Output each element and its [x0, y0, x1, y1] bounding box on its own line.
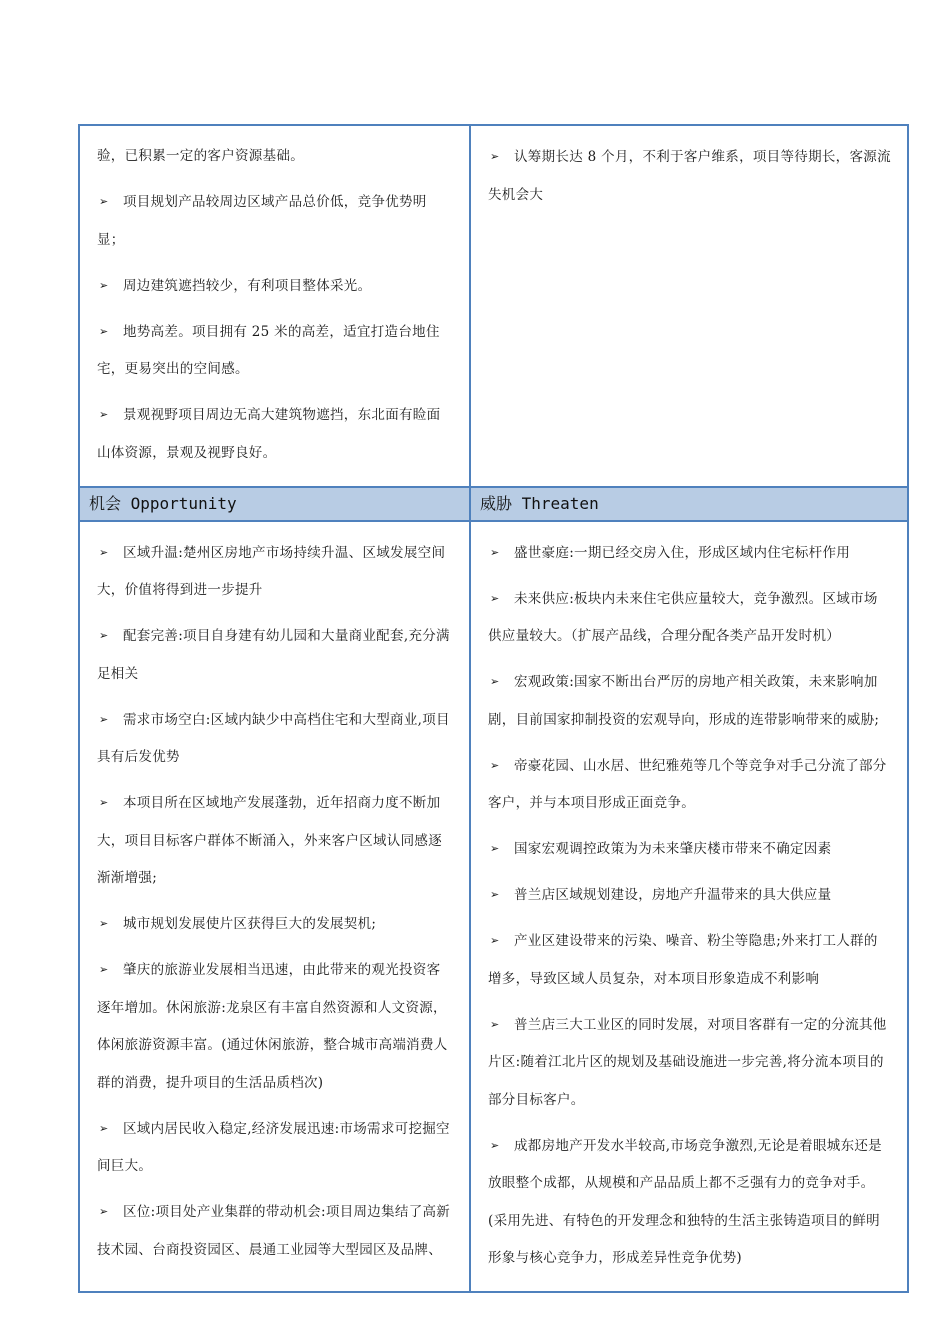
arrow-bullet-icon: ➢ — [490, 545, 500, 559]
arrow-bullet-icon: ➢ — [490, 934, 500, 947]
swot-table — [78, 124, 909, 1293]
opportunity-heading: 机会 Opportunity — [89, 493, 237, 513]
list-item-text: 普兰店区域规划建设，房地产升温带来的具大供应量 — [514, 887, 832, 903]
list-item — [488, 1127, 891, 1278]
arrow-bullet-icon: ➢ — [99, 1121, 109, 1135]
weaknesses-cell — [470, 125, 908, 487]
strengths-cell — [79, 125, 470, 487]
list-item — [97, 905, 453, 944]
list-item — [97, 534, 453, 610]
list-item-text: 产业区建设带来的污染、噪音、粉尘等隐患;外来打工人群的增多，导致区域人员复杂，对本项目形象造成不利影响 — [488, 933, 878, 987]
arrow-bullet-icon: ➢ — [490, 591, 500, 605]
list-item-text: 验，已积累一定的客户资源基础。 — [97, 148, 304, 164]
list-item-text: 区域升温:楚州区房地产市场持续升温、区域发展空间大，价值将得到进一步提升 — [97, 544, 446, 598]
opportunity-threat-header-row — [79, 487, 908, 521]
opportunity-threat-row — [79, 521, 908, 1293]
list-item — [488, 580, 891, 656]
arrow-bullet-icon: ➢ — [99, 796, 109, 809]
list-item — [97, 313, 453, 389]
list-item-text: 景观视野项目周边无高大建筑物遮挡，东北面有睑面山体资源，景观及视野良好。 — [97, 407, 441, 461]
list-item — [488, 138, 891, 214]
arrow-bullet-icon: ➢ — [490, 675, 500, 688]
list-item-text: 城市规划发展使片区获得巨大的发展契机; — [123, 916, 377, 932]
list-item-text: 成都房地产开发水半较高,市场竞争激烈,无论是着眼城东还是放眼整个成都，从规模和产品品质上都不乏强有力的竞争对手。(采用先进、有特色的开发理念和独特的生活主张铸造项目的鲜明形象与核心竞争力，形成差异性竞争优势) — [488, 1137, 882, 1266]
opportunity-header-cell — [79, 487, 470, 521]
list-item — [488, 876, 891, 915]
arrow-bullet-icon: ➢ — [99, 917, 109, 930]
strengths-list — [80, 126, 469, 486]
list-item — [97, 1193, 453, 1269]
list-item — [97, 267, 453, 306]
list-item — [97, 617, 453, 693]
list-item-text: 区域内居民收入稳定,经济发展迅速:市场需求可挖掘空间巨大。 — [97, 1120, 450, 1174]
list-item-text: 本项目所在区域地产发展蓬勃，近年招商力度不断加大，项目目标客户群体不断涌入，外来客户区域认同感逐渐渐增强; — [97, 795, 442, 886]
arrow-bullet-icon: ➢ — [99, 629, 109, 642]
arrow-bullet-icon: ➢ — [490, 150, 500, 163]
arrow-bullet-icon: ➢ — [490, 842, 500, 855]
list-item-text: 项目规划产品较周边区域产品总价低，竞争优势明显； — [97, 194, 427, 248]
threats-cell — [470, 521, 908, 1293]
arrow-bullet-icon: ➢ — [99, 408, 109, 421]
threats-list — [471, 522, 907, 1292]
list-item-text: 肇庆的旅游业发展相当迅速，由此带来的观光投资客逐年增加。休闲旅游:龙泉区有丰富自然资源和人文资源，体闲旅游资源丰富。(通过休闲旅游，整合城市高端消费人群的消费，提升项目的生活品质档次) — [97, 962, 448, 1091]
list-item-text: 普兰店三大工业区的同时发展，对项目客群有一定的分流其他片区:随着江北片区的规划及基础设施进一步完善,将分流本项目的部分目标客户。 — [488, 1016, 887, 1108]
list-item-text: 帝豪花园、山水居、世纪雅苑等几个等竞争对手己分流了部分客户，并与本项目形成正面竞争。 — [488, 757, 887, 811]
list-item-text: 区位:项目处产业集群的带动机会:项目周边集结了高新技术园、台商投资园区、晨通工业园等大型园区及品牌、 — [97, 1204, 451, 1258]
list-item — [97, 1110, 453, 1186]
arrow-bullet-icon: ➢ — [490, 758, 500, 772]
arrow-bullet-icon: ➢ — [99, 324, 109, 338]
list-item — [97, 396, 453, 472]
list-item — [488, 922, 891, 998]
list-item — [97, 183, 453, 259]
list-item — [488, 1006, 891, 1120]
threat-header-cell — [470, 487, 908, 521]
list-item-text: 周边建筑遮挡较少，有利项目整体采光。 — [123, 277, 372, 294]
list-item — [97, 784, 453, 898]
arrow-bullet-icon: ➢ — [99, 195, 109, 208]
arrow-bullet-icon: ➢ — [490, 888, 500, 901]
arrow-bullet-icon: ➢ — [99, 545, 109, 559]
list-item-text: 盛世豪庭:一期已经交房入住，形成区域内住宅标杆作用 — [514, 544, 851, 561]
list-item — [97, 138, 453, 176]
weaknesses-list — [471, 126, 907, 228]
arrow-bullet-icon: ➢ — [99, 712, 109, 726]
list-item-text: 配套完善:项目自身建有幼儿园和大量商业配套,充分满足相关 — [97, 628, 450, 682]
threat-heading: 威胁 Threaten — [480, 493, 599, 513]
list-item-text: 国家宏观调控政策为为未来肇庆楼市带来不确定因素 — [514, 841, 832, 857]
list-item-text: 未来供应:板块内未来住宅供应量较大，竞争激烈。区域市场供应量较大。（扩展产品线，合理分配各类产品开发时机） — [488, 590, 878, 644]
list-item-text: 认筹期长达 8 个月，不利于客户维系，项目等待期长，客源流失机会大 — [488, 149, 891, 203]
list-item — [488, 534, 891, 573]
list-item-text: 地势高差。项目拥有 25 米的高差，适宜打造台地住宅，更易突出的空间感。 — [97, 323, 440, 377]
arrow-bullet-icon: ➢ — [490, 1017, 500, 1031]
arrow-bullet-icon: ➢ — [99, 1205, 109, 1218]
opportunities-list — [80, 522, 469, 1283]
list-item-text: 宏观政策:国家不断出台严厉的房地产相关政策，未来影响加剧，目前国家抑制投资的宏观导向，形成的连带影响带来的威胁; — [488, 674, 880, 728]
list-item — [97, 951, 453, 1102]
arrow-bullet-icon: ➢ — [99, 963, 109, 976]
list-item-text: 需求市场空白:区域内缺少中高档住宅和大型商业,项目具有后发优势 — [97, 711, 450, 765]
arrow-bullet-icon: ➢ — [490, 1138, 500, 1152]
arrow-bullet-icon: ➢ — [99, 278, 109, 292]
list-item — [97, 701, 453, 777]
strengths-weaknesses-row — [79, 125, 908, 487]
opportunities-cell — [79, 521, 470, 1293]
list-item — [488, 830, 891, 869]
list-item — [488, 663, 891, 739]
list-item — [488, 747, 891, 823]
